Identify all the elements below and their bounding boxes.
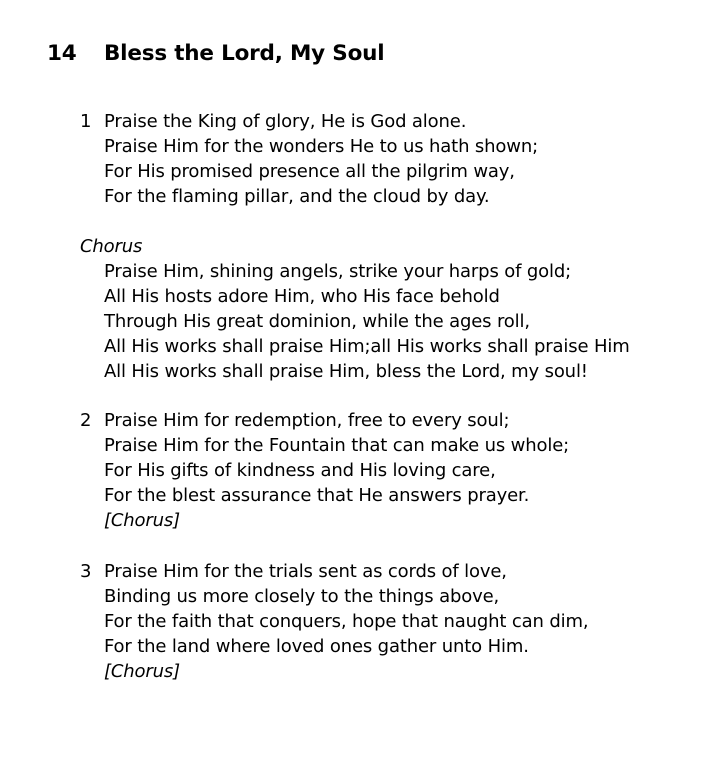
- verse-number: 3: [80, 561, 92, 582]
- chorus-line: All His hosts adore Him, who His face behold: [104, 286, 500, 307]
- verse-line: For the faith that conquers, hope that naught can dim,: [104, 611, 589, 632]
- verse-line: Praise Him for the Fountain that can make us whole;: [104, 435, 570, 456]
- chorus-line: Through His great dominion, while the ages roll,: [104, 311, 530, 332]
- chorus-line: Praise Him, shining angels, strike your harps of gold;: [104, 261, 572, 282]
- verse-line: For the blest assurance that He answers prayer.: [104, 485, 530, 506]
- chorus-reference: [Chorus]: [104, 661, 181, 682]
- verse-line: 1 Praise the King of glory, He is God alone.: [80, 111, 467, 132]
- hymn-header: [47, 41, 384, 66]
- verse-line: 2 Praise Him for redemption, free to every soul;: [80, 410, 510, 431]
- verse-2: [80, 408, 569, 533]
- verse-number: 1: [80, 111, 92, 132]
- verse-line: For the flaming pillar, and the cloud by day.: [104, 186, 490, 207]
- verse-line: For His gifts of kindness and His loving care,: [104, 460, 496, 481]
- verse-1: [80, 109, 538, 209]
- verse-number: 2: [80, 410, 92, 431]
- hymn-title: Bless the Lord, My Soul: [104, 41, 385, 66]
- verse-3: [80, 559, 588, 684]
- verse-line: For His promised presence all the pilgrim way,: [104, 161, 515, 182]
- verse-line: For the land where loved ones gather unto Him.: [104, 636, 529, 657]
- verse-line: 3 Praise Him for the trials sent as cords of love,: [80, 561, 507, 582]
- chorus-line: All His works shall praise Him, bless the Lord, my soul!: [104, 361, 588, 382]
- chorus-line: All His works shall praise Him;all His works shall praise Him: [104, 336, 630, 357]
- chorus-reference: [Chorus]: [104, 510, 181, 531]
- chorus: [80, 234, 630, 384]
- chorus-label: Chorus: [80, 236, 143, 257]
- verse-line: Praise Him for the wonders He to us hath shown;: [104, 136, 539, 157]
- verse-line: Binding us more closely to the things above,: [104, 586, 500, 607]
- hymn-number: 14: [47, 41, 77, 66]
